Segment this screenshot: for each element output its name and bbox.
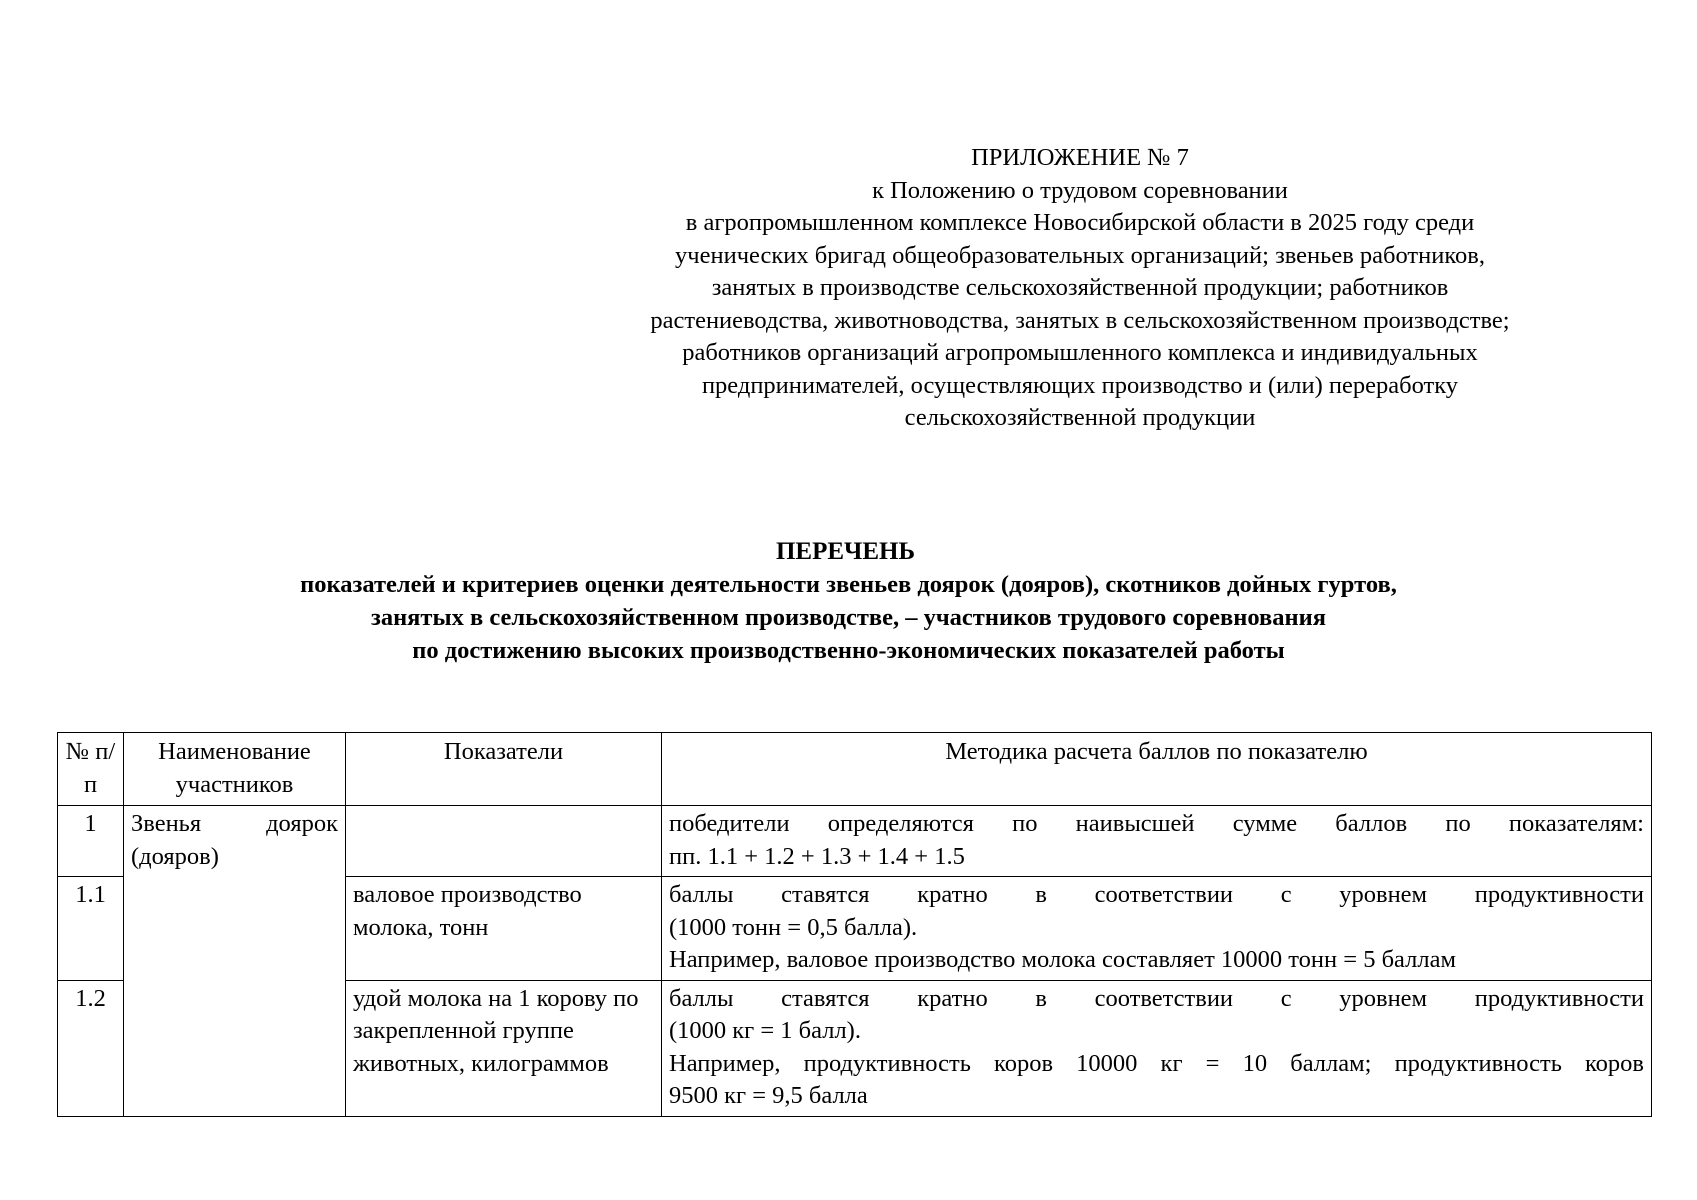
header-indicators: Показатели: [346, 733, 662, 806]
participant-group: Звенья доярок (дояров): [124, 806, 346, 1117]
annex-header: [580, 142, 1580, 435]
header-num: № п/п: [58, 733, 124, 806]
title-line: по достижению высоких производственно-экономических показателей работы: [412, 637, 1285, 664]
row-num: 1.2: [58, 980, 124, 1116]
method-line: (1000 тонн = 0,5 балла).: [669, 913, 918, 941]
method-line: (1000 кг = 1 балл).: [669, 1017, 861, 1044]
title-line: показателей и критериев оценки деятельности звеньев доярок (дояров), скотников дойных гуртов,: [300, 571, 1397, 598]
method-line: пп. 1.1 + 1.2 + 1.3 + 1.4 + 1.5: [669, 842, 965, 870]
method-line: победители определяются по наивысшей сумме баллов по показателям:: [669, 810, 1644, 837]
document-title: [0, 535, 1697, 667]
annex-line: работников организаций агропромышленного комплекса и индивидуальных: [682, 339, 1478, 366]
annex-line: занятых в производстве сельскохозяйственной продукции; работников: [711, 274, 1449, 301]
row-num: 1: [58, 806, 124, 877]
annex-line: ПРИЛОЖЕНИЕ № 7: [971, 144, 1189, 171]
method-line: 9500 кг = 9,5 балла: [669, 1082, 868, 1109]
row-method: [662, 806, 1652, 877]
annex-line: в агропромышленном комплексе Новосибирской области в 2025 году среди: [685, 209, 1475, 236]
title-line: занятых в сельскохозяйственном производстве, – участников трудового соревнования: [370, 604, 1327, 631]
method-line: Например, продуктивность коров 10000 кг = 10 баллам; продуктивность коров: [669, 1049, 1644, 1077]
annex-line: растениеводства, животноводства, занятых в сельскохозяйственном производстве;: [650, 306, 1510, 334]
table-row: [58, 806, 1652, 877]
method-line: баллы ставятся кратно в соответствии с уровнем продуктивности: [669, 984, 1644, 1012]
criteria-table: [57, 732, 1652, 1117]
table-header-row: [58, 733, 1652, 806]
annex-line: сельскохозяйственной продукции: [904, 404, 1256, 431]
method-line: баллы ставятся кратно в соответствии с уровнем продуктивности: [669, 881, 1644, 908]
header-participants: Наименование участников: [124, 733, 346, 806]
method-line: Например, валовое производство молока составляет 10000 тонн = 5 баллам: [669, 946, 1456, 973]
row-indicator: [346, 806, 662, 877]
row-method: [662, 980, 1652, 1116]
annex-line: к Положению о трудовом соревновании: [872, 176, 1288, 204]
row-indicator: валовое производство молока, тонн: [346, 877, 662, 981]
annex-line: предпринимателей, осуществляющих производство и (или) переработку: [701, 371, 1459, 399]
row-method: [662, 877, 1652, 981]
title-heading: ПЕРЕЧЕНЬ: [775, 538, 916, 565]
header-method: Методика расчета баллов по показателю: [662, 733, 1652, 806]
row-num: 1.1: [58, 877, 124, 981]
annex-line: ученических бригад общеобразовательных организаций; звеньев работников,: [675, 241, 1485, 269]
row-indicator: удой молока на 1 корову по закрепленной группе животных, килограммов: [346, 980, 662, 1116]
